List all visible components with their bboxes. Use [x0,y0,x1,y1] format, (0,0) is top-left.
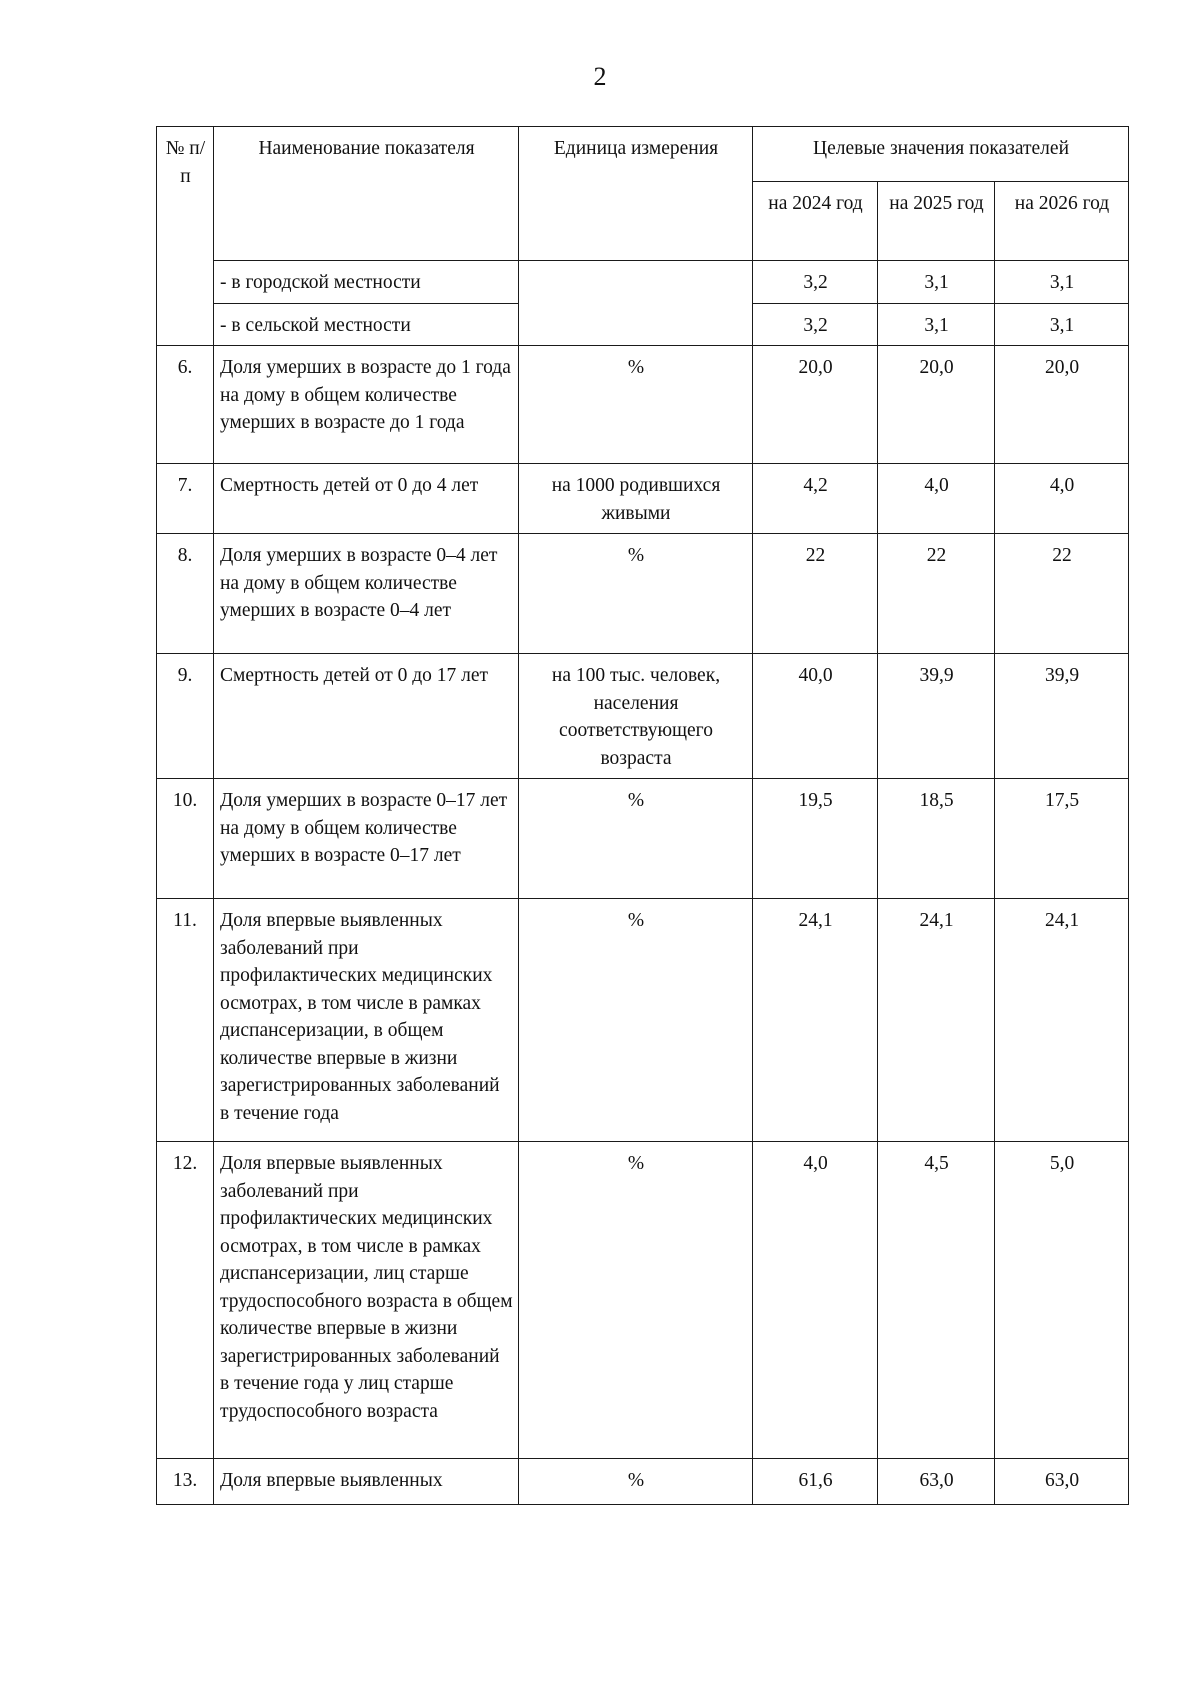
row-number: 8. [157,534,214,654]
header-name: Наименование показателя [214,127,519,261]
value-2026: 5,0 [995,1142,1129,1459]
value-2026: 24,1 [995,899,1129,1142]
row-number: 10. [157,779,214,899]
indicator-unit: % [519,1459,753,1505]
value-2025: 20,0 [878,346,995,464]
indicator-unit: % [519,899,753,1142]
indicator-unit: % [519,1142,753,1459]
indicator-name: Доля впервые выявленных [214,1459,519,1505]
value-2024: 40,0 [753,654,878,779]
table-row [157,534,1129,654]
value-cell: 3,1 [995,261,1129,304]
indicator-unit: % [519,779,753,899]
value-2026: 63,0 [995,1459,1129,1505]
row-number: 11. [157,899,214,1142]
subrow-name: - в сельской местности [214,303,519,346]
value-2025: 39,9 [878,654,995,779]
value-2025: 4,5 [878,1142,995,1459]
subrow-name: - в городской местности [214,261,519,304]
value-cell: 3,2 [753,303,878,346]
value-2025: 22 [878,534,995,654]
header-num: № п/п [157,127,214,346]
row-number: 9. [157,654,214,779]
table-row [157,464,1129,534]
value-cell: 3,1 [995,303,1129,346]
value-2024: 61,6 [753,1459,878,1505]
row-number: 13. [157,1459,214,1505]
value-2024: 22 [753,534,878,654]
row-number: 6. [157,346,214,464]
header-year-2026: на 2026 год [995,182,1129,261]
table-row [157,1459,1129,1505]
value-2026: 4,0 [995,464,1129,534]
value-cell: 3,1 [878,261,995,304]
indicator-name: Доля умерших в возрасте 0–4 лет на дому в общем количестве умерших в возрасте 0–4 лет [214,534,519,654]
value-2024: 19,5 [753,779,878,899]
value-2026: 39,9 [995,654,1129,779]
value-2024: 24,1 [753,899,878,1142]
subrow-unit [519,261,753,346]
value-2025: 63,0 [878,1459,995,1505]
header-year-2024: на 2024 год [753,182,878,261]
header-year-2025: на 2025 год [878,182,995,261]
indicator-unit: % [519,346,753,464]
indicators-table [156,126,1129,1505]
value-2025: 18,5 [878,779,995,899]
row-number: 7. [157,464,214,534]
value-2025: 24,1 [878,899,995,1142]
indicator-name: Доля впервые выявленных заболеваний при профилактических медицинских осмотрах, в том числе в рамках диспансеризации, в общем количестве впервые в жизни зарегистрированных заболеваний в течение года [214,899,519,1142]
indicator-name: Смертность детей от 0 до 17 лет [214,654,519,779]
table-row [157,779,1129,899]
table-row [157,1142,1129,1459]
table-row [157,654,1129,779]
value-2024: 4,0 [753,1142,878,1459]
indicator-name: Доля умерших в возрасте 0–17 лет на дому в общем количестве умерших в возрасте 0–17 лет [214,779,519,899]
table-row [157,899,1129,1142]
value-2026: 17,5 [995,779,1129,899]
value-2024: 4,2 [753,464,878,534]
indicator-name: Доля впервые выявленных заболеваний при профилактических медицинских осмотрах, в том числе в рамках диспансеризации, лиц старше трудоспособного возраста в общем количестве впервые в жизни зарегистрированных заболеваний в течение года у лиц старше трудоспособного возраста [214,1142,519,1459]
value-2024: 20,0 [753,346,878,464]
value-cell: 3,2 [753,261,878,304]
value-cell: 3,1 [878,303,995,346]
page-number: 2 [593,62,607,91]
subrow-urban [157,261,1129,304]
header-targets: Целевые значения показателей [753,127,1129,182]
indicator-name: Смертность детей от 0 до 4 лет [214,464,519,534]
indicator-unit: % [519,534,753,654]
indicator-name: Доля умерших в возрасте до 1 года на дому в общем количестве умерших в возрасте до 1 года [214,346,519,464]
indicator-unit: на 1000 родившихся живыми [519,464,753,534]
header-unit: Единица измерения [519,127,753,261]
row-number: 12. [157,1142,214,1459]
table-row [157,346,1129,464]
indicator-unit: на 100 тыс. человек, населения соответствующего возраста [519,654,753,779]
header-row [157,127,1129,182]
value-2025: 4,0 [878,464,995,534]
value-2026: 20,0 [995,346,1129,464]
value-2026: 22 [995,534,1129,654]
